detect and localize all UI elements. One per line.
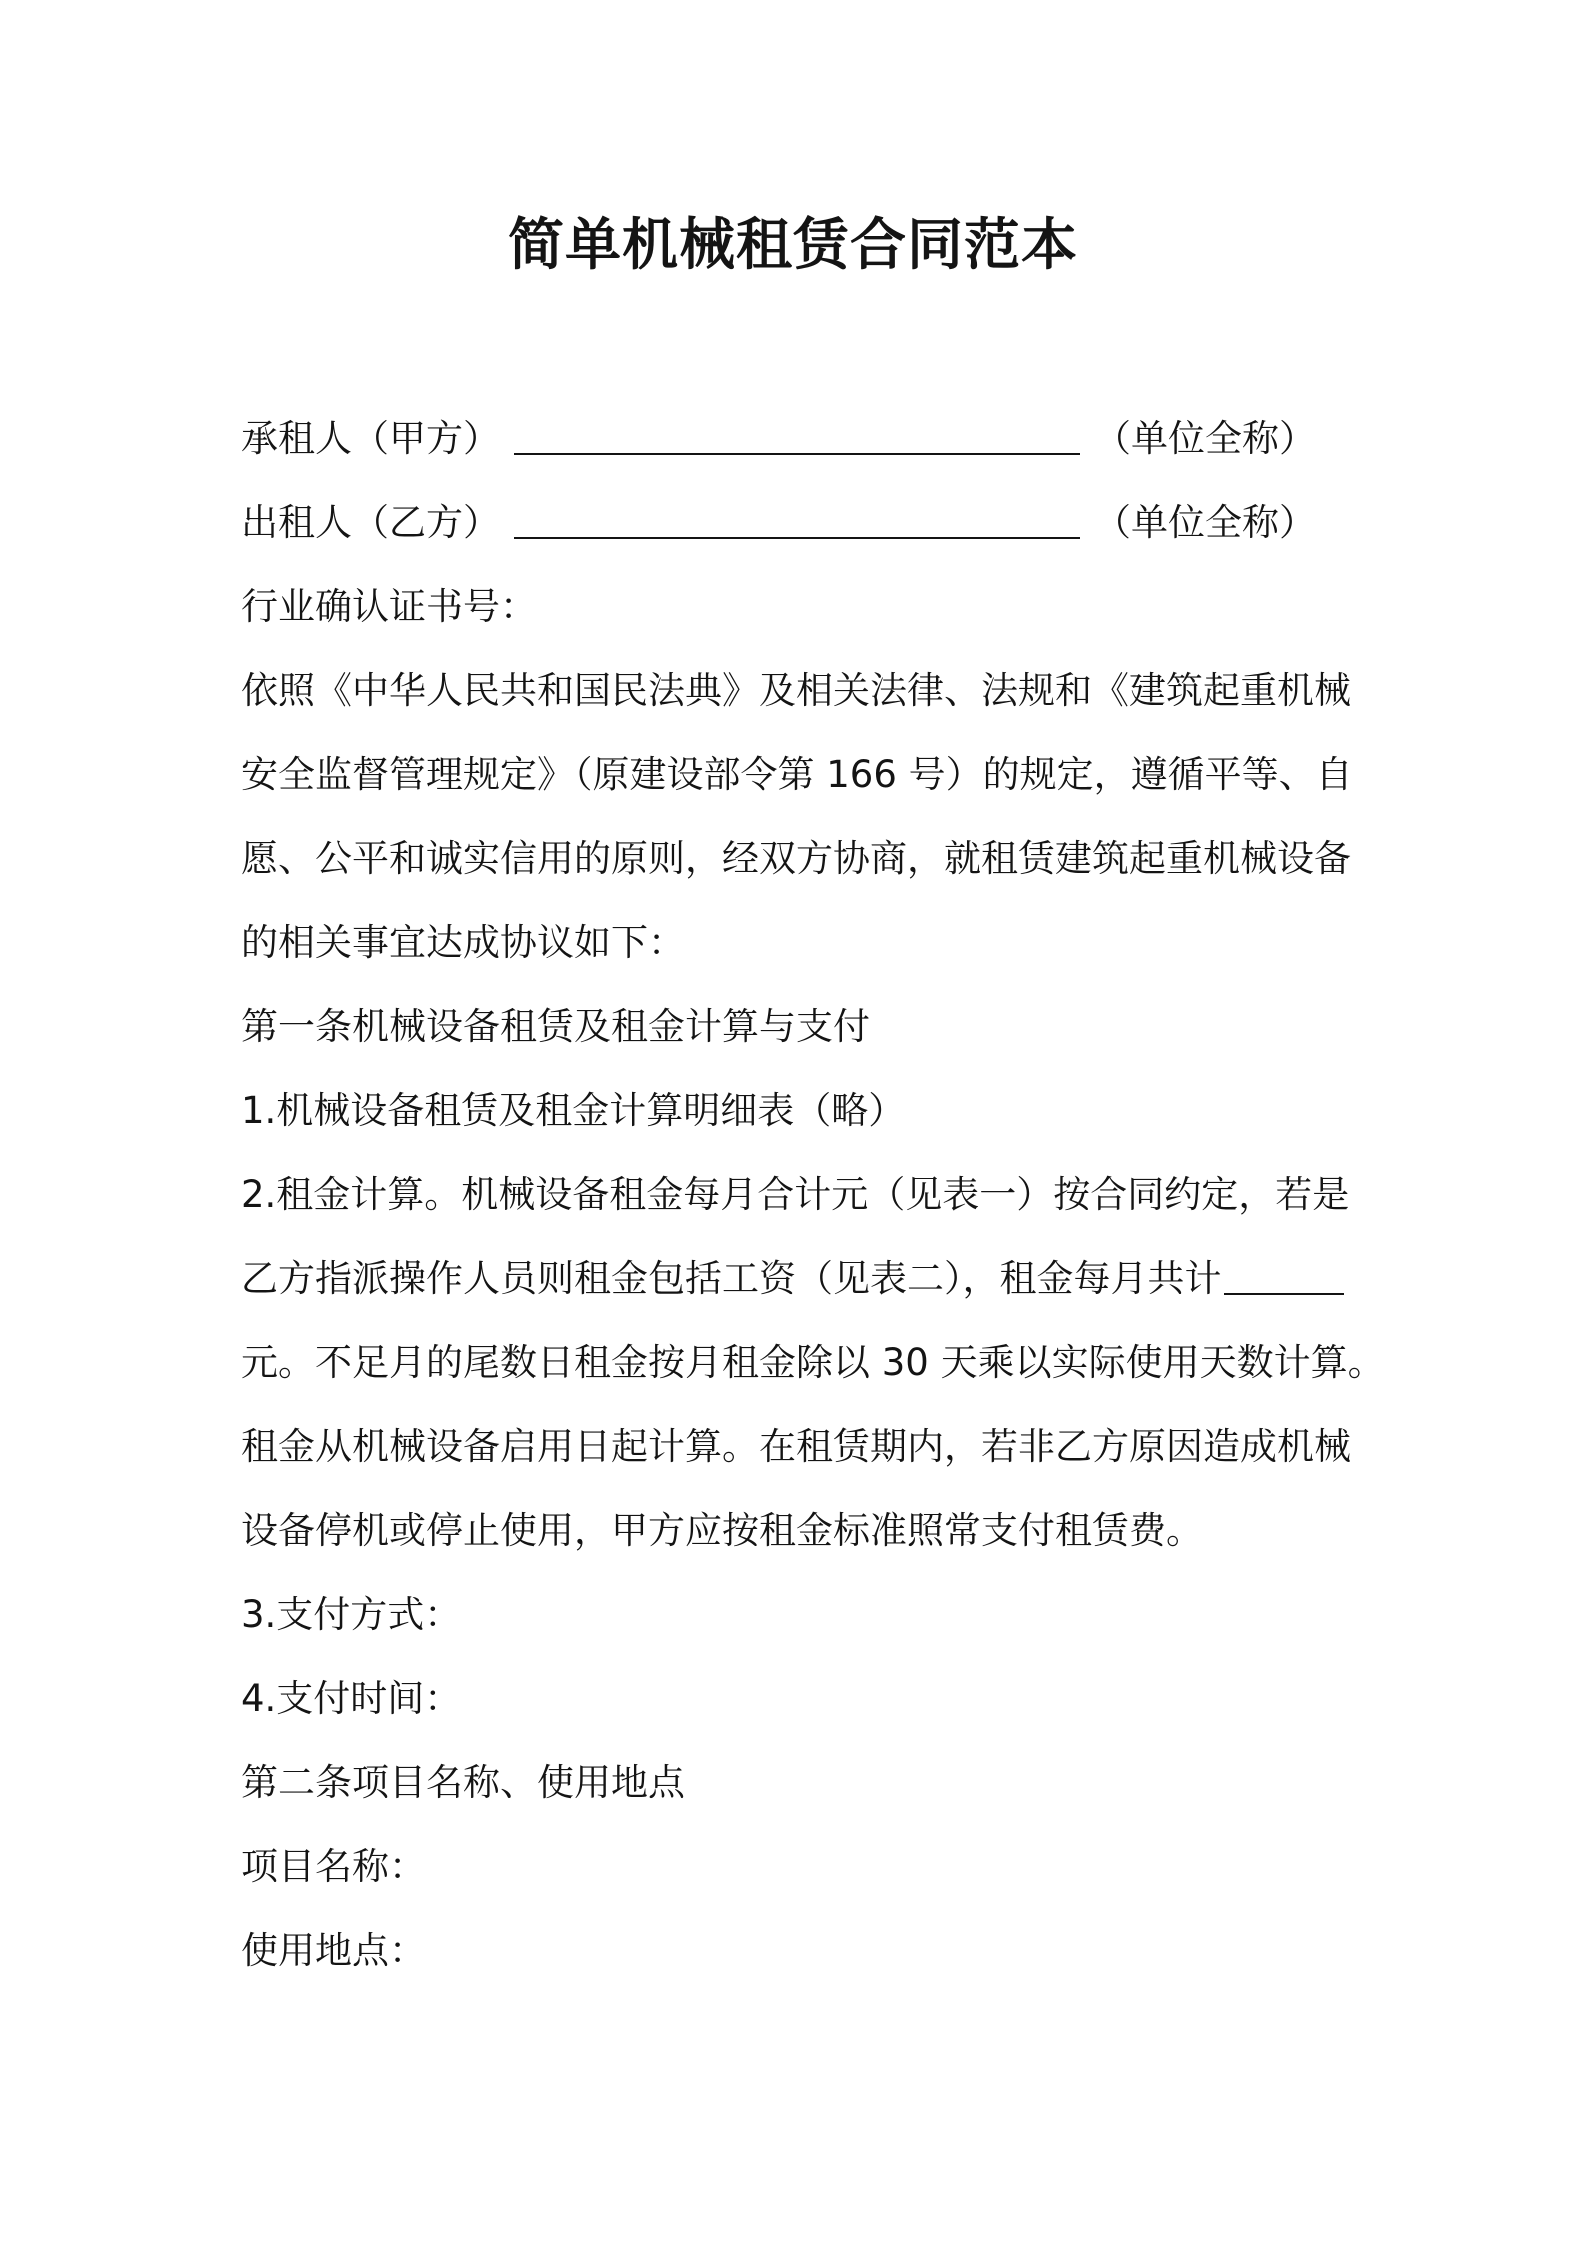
article1-heading: 第一条机械设备租赁及租金计算与支付	[241, 1005, 870, 1048]
lessor-label: 出租人（乙方）	[241, 501, 500, 544]
monthly-total-blank	[1224, 1237, 1344, 1295]
lessee-label: 承租人（甲方）	[241, 417, 500, 460]
intro-line: 的相关事宜达成协议如下：	[241, 921, 685, 964]
monthly-total-label: 乙方指派操作人员则租金包括工资（见表二），租金每月共计	[241, 1257, 1222, 1300]
lessor-suffix: （单位全称）	[1094, 501, 1316, 544]
article1-item2-line: 2.租金计算。机械设备租金每月合计元（见表一）按合同约定，若是	[241, 1173, 1350, 1216]
payment-time-label: 4.支付时间：	[241, 1677, 462, 1720]
lessor-name-blank	[514, 481, 1080, 539]
article1-item2-line: 设备停机或停止使用，甲方应按租金标准照常支付租赁费。	[241, 1509, 1203, 1552]
intro-line: 愿、公平和诚实信用的原则，经双方协商，就租赁建筑起重机械设备	[241, 837, 1351, 880]
article1-item2-line: 租金从机械设备启用日起计算。在租赁期内，若非乙方原因造成机械	[241, 1425, 1351, 1468]
lessee-suffix: （单位全称）	[1094, 417, 1316, 460]
article1-item2-line	[241, 1237, 1344, 1321]
article2-heading: 第二条项目名称、使用地点	[241, 1761, 685, 1804]
article1-item2-line: 元。不足月的尾数日租金按月租金除以 30 天乘以实际使用天数计算。	[241, 1341, 1385, 1384]
intro-line: 依照《中华人民共和国民法典》及相关法律、法规和《建筑起重机械	[241, 669, 1351, 712]
project-name-label: 项目名称：	[241, 1845, 426, 1888]
document-title: 简单机械租赁合同范本	[508, 213, 1078, 278]
intro-line: 安全监督管理规定》（原建设部令第 166 号）的规定，遵循平等、自	[241, 753, 1353, 796]
article1-item1: 1.机械设备租赁及租金计算明细表（略）	[241, 1089, 906, 1132]
lessor-line	[241, 481, 1316, 565]
usage-location-label: 使用地点：	[241, 1929, 426, 1972]
payment-method-label: 3.支付方式：	[241, 1593, 462, 1636]
lessee-line	[241, 397, 1316, 481]
certificate-number-label: 行业确认证书号：	[241, 585, 537, 628]
lessee-name-blank	[514, 397, 1080, 455]
